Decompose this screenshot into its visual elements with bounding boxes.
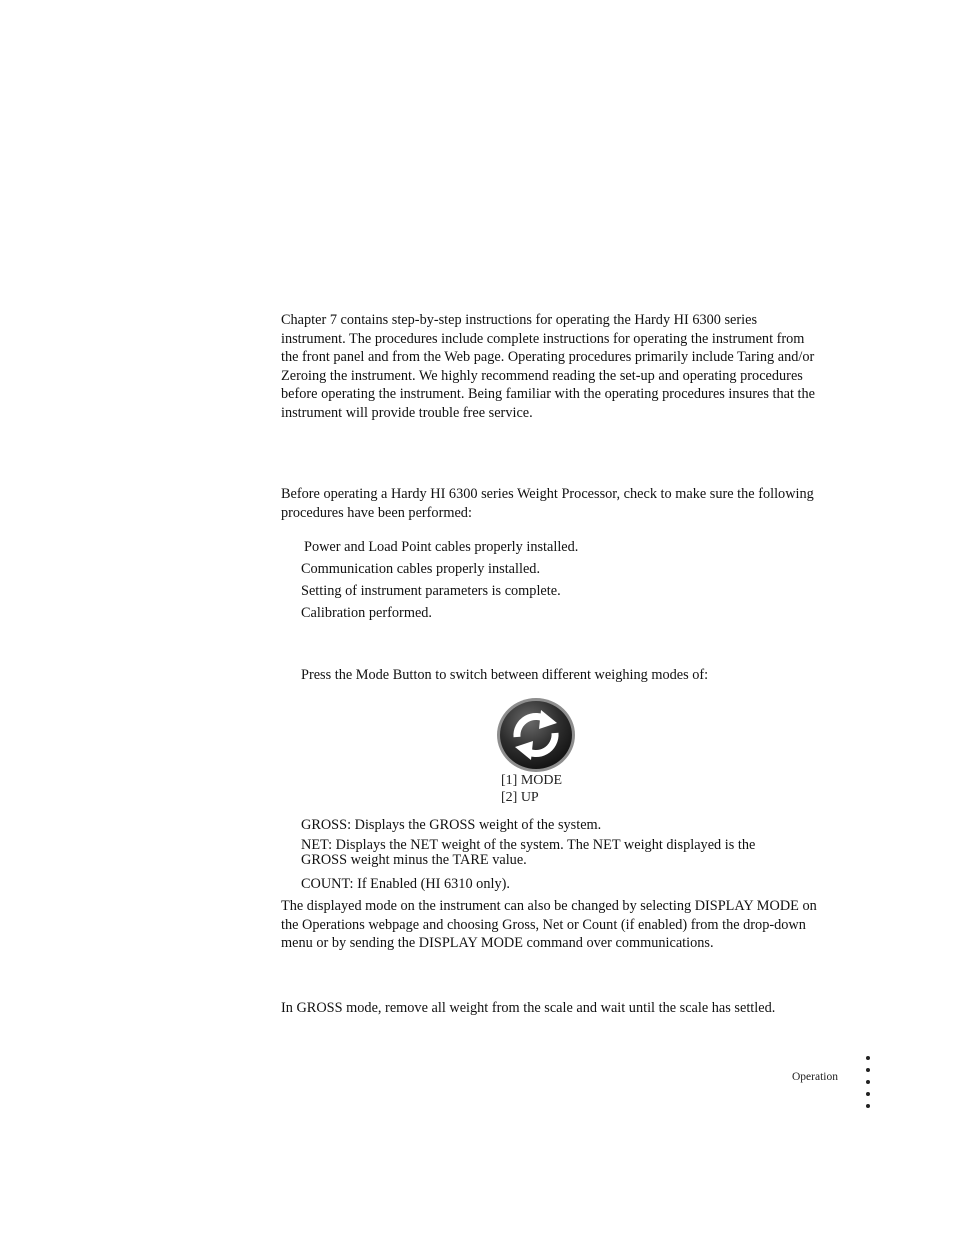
press-mode-instruction: Press the Mode Button to switch between different weighing modes of: — [301, 667, 709, 683]
mode-description-net: NET: Displays the NET weight of the system. The NET weight displayed is the GROSS weight minus the TARE value. — [301, 837, 756, 868]
checklist-item: Setting of instrument parameters is complete. — [301, 583, 561, 599]
ornament-dot — [866, 1092, 870, 1096]
mode-key-label: [1] MODE — [501, 773, 563, 788]
display-mode-paragraph: The displayed mode on the instrument can also be changed by selecting DISPLAY MODE on the Operations webpage and choosing Gross, Net or Count (if enabled) from the drop-down menu or by sending the DISPLAY MODE command over communications. — [281, 898, 817, 952]
mode-description-gross: GROSS: Displays the GROSS weight of the system. — [301, 817, 602, 833]
ornament-dot — [866, 1080, 870, 1084]
dot-column-ornament — [864, 1056, 872, 1112]
checklist-item: Communication cables properly installed. — [301, 561, 541, 577]
gross-mode-paragraph: In GROSS mode, remove all weight from the scale and wait until the scale has settled. — [281, 1000, 776, 1016]
checklist-item: Calibration performed. — [301, 605, 433, 621]
before-operating-paragraph: Before operating a Hardy HI 6300 series Weight Processor, check to make sure the following procedures have been performed: — [281, 486, 814, 521]
footer-section-label: Operation — [792, 1071, 838, 1083]
ornament-dot — [866, 1056, 870, 1060]
up-key-label: [2] UP — [501, 790, 539, 805]
refresh-arrows-icon — [495, 697, 577, 773]
checklist-item: Power and Load Point cables properly installed. — [304, 539, 579, 555]
intro-paragraph: Chapter 7 contains step-by-step instructions for operating the Hardy HI 6300 series instrument. The procedures include complete instructions for operating the instrument from the front panel and from the Web page. Operating procedures primarily include Taring and/or Zeroing the instrument. We highly recommend reading the set-up and operating procedures before operating the instrument. Being familiar with the operating procedures insures that the instrument will provide trouble free service. — [281, 312, 815, 421]
ornament-dot — [866, 1068, 870, 1072]
ornament-dot — [866, 1104, 870, 1108]
mode-description-count: COUNT: If Enabled (HI 6310 only). — [301, 876, 510, 892]
